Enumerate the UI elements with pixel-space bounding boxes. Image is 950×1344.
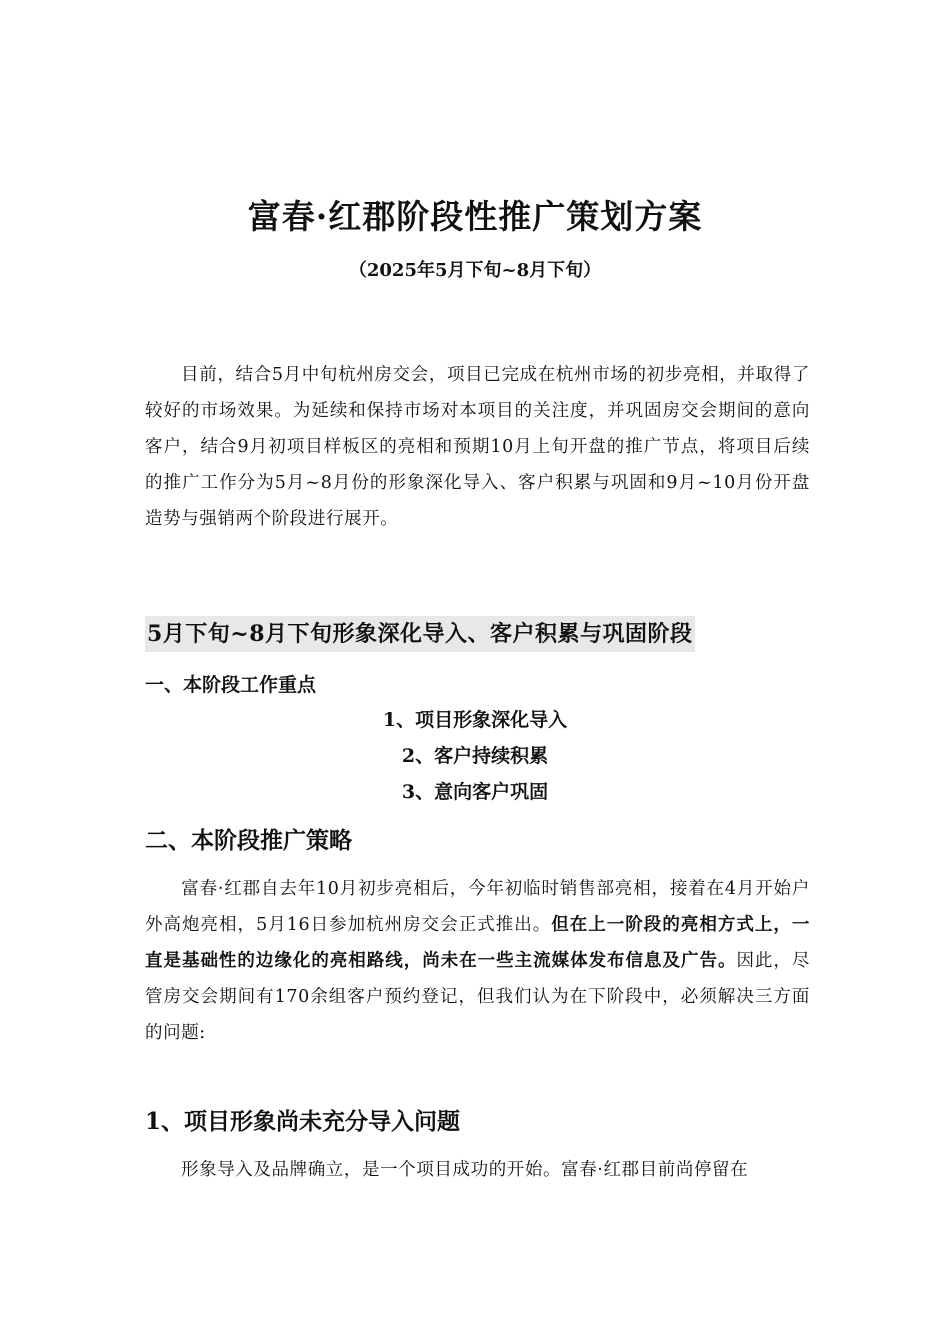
- document-title: 富春·红郡阶段性推广策划方案: [247, 197, 703, 236]
- strategy-text-part2: 因此，尽管房交会期间有170余组客户预约登记，但我们认为在下阶段中，必须解决三方面的问题:: [145, 951, 811, 1043]
- intro-paragraph: [145, 357, 810, 537]
- subsection1-paragraph: [145, 1152, 810, 1188]
- strategy-paragraph: [145, 871, 810, 1051]
- intro-text: 目前，结合5月中旬杭州房交会，项目已完成在杭州市场的初步亮相，并取得了较好的市场效果。为延续和保持市场对本项目的关注度，并巩固房交会期间的意向客户，结合9月初项目样板区的亮相和预期10月上旬开盘的推广节点，将项目后续的推广工作分为5月~8月份的形象深化导入、客户积累与巩固和9月~10月份开盘造势与强销两个阶段进行展开。: [145, 365, 810, 529]
- focus-item: 3、意向客户巩固: [401, 781, 549, 803]
- focus-item: 1、项目形象深化导入: [382, 709, 568, 731]
- focus-item: 2、客户持续积累: [401, 745, 549, 767]
- strategy-text-part1: 富春·红郡自去年10月初步亮相后，今年初临时销售部亮相，接着在4月开始户外高炮亮相，5月16日参加杭州房交会正式推出。: [145, 879, 810, 935]
- strategy-text-bold: 但在上一阶段的亮相方式上，一直是基础性的边缘化的亮相路线，尚未在一些主流媒体发布信息及广告。: [145, 915, 810, 971]
- subsection1-text: 形象导入及品牌确立，是一个项目成功的开始。富春·红郡目前尚停留在: [181, 1160, 749, 1180]
- document-subtitle: （2025年5月下旬~8月下旬）: [348, 260, 602, 281]
- section2-title: 二、本阶段推广策略: [145, 827, 352, 854]
- subsection1-title: 1、项目形象尚未充分导入问题: [145, 1108, 461, 1135]
- phase-heading: 5月下旬~8月下旬形象深化导入、客户积累与巩固阶段: [145, 616, 695, 652]
- section1-title: 一、本阶段工作重点: [145, 674, 317, 696]
